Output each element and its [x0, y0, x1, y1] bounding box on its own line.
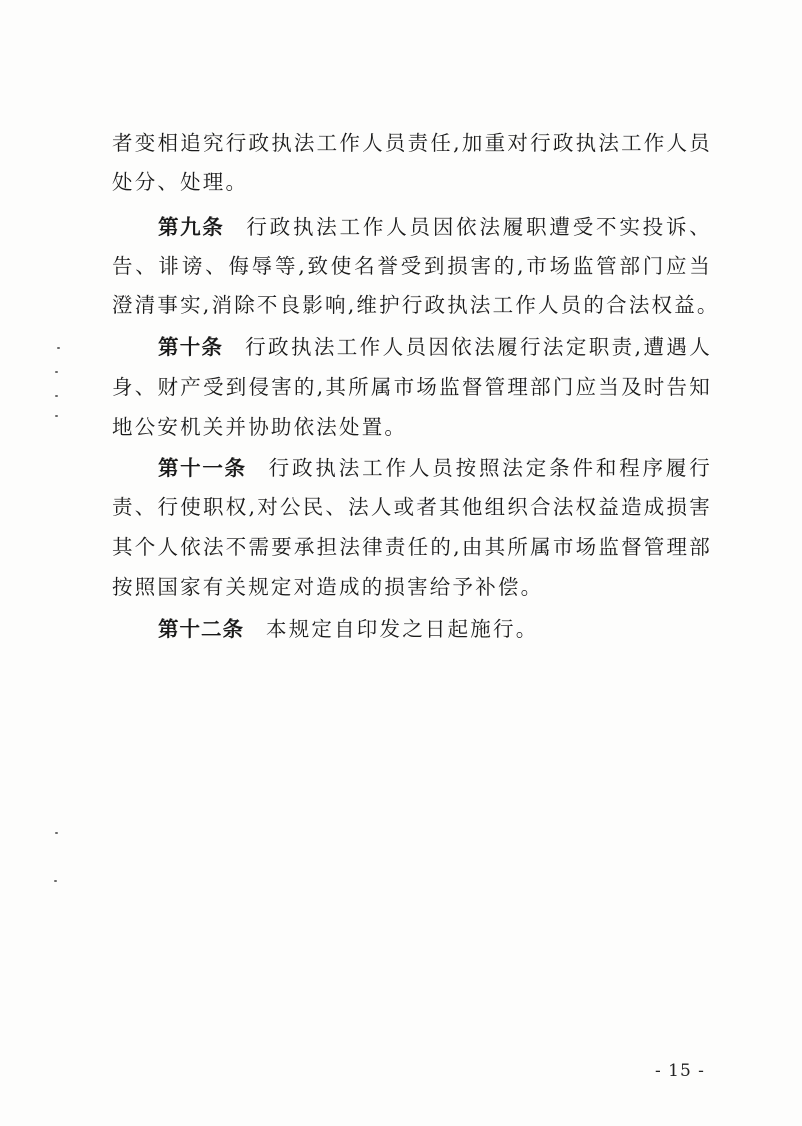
- paragraph-line: 澄清事实,消除不良影响,维护行政执法工作人员的合法权益。: [112, 293, 720, 317]
- article-10-first-line: [158, 332, 712, 362]
- paragraph-line: 其个人依法不需要承担法律责任的,由其所属市场监督管理部: [112, 535, 712, 559]
- scan-speck: [55, 395, 58, 397]
- paragraph-line: 本规定自印发之日起施行。: [266, 617, 539, 641]
- paragraph-line: 行政执法工作人员按照法定条件和程序履行: [268, 456, 712, 480]
- scan-speck: [55, 371, 58, 373]
- page-number: - 15 -: [655, 1061, 705, 1081]
- paragraph-line: 告、诽谤、侮辱等,致使名誉受到损害的,市场监管部门应当: [112, 254, 712, 278]
- paragraph-line: 行政执法工作人员因依法履行法定职责,遭遇人: [245, 335, 712, 359]
- paragraph-line: 地公安机关并协助依法处置。: [112, 415, 408, 439]
- paragraph-line: 身、财产受到侵害的,其所属市场监督管理部门应当及时告知: [112, 375, 712, 399]
- article-heading: 第九条: [158, 215, 225, 239]
- article-9-first-line: [158, 212, 712, 242]
- paragraph-line: 责、行使职权,对公民、法人或者其他组织合法权益造成损害: [112, 495, 712, 519]
- article-heading: 第十一条: [158, 456, 247, 480]
- paragraph-line: 按照国家有关规定对造成的损害给予补偿。: [112, 575, 544, 599]
- scan-speck: [57, 347, 60, 349]
- paragraph-line: 处分、处理。: [112, 170, 249, 194]
- article-11-first-line: [158, 453, 712, 483]
- article-12-line: [158, 614, 712, 644]
- article-heading: 第十二条: [158, 617, 244, 641]
- article-heading: 第十条: [158, 335, 224, 359]
- scan-speck: [55, 832, 58, 834]
- scan-speck: [55, 415, 58, 417]
- paragraph-line: 者变相追究行政执法工作人员责任,加重对行政执法工作人员: [112, 131, 712, 155]
- paragraph-line: 行政执法工作人员因依法履职遭受不实投诉、: [246, 215, 712, 239]
- scan-speck: [54, 880, 57, 882]
